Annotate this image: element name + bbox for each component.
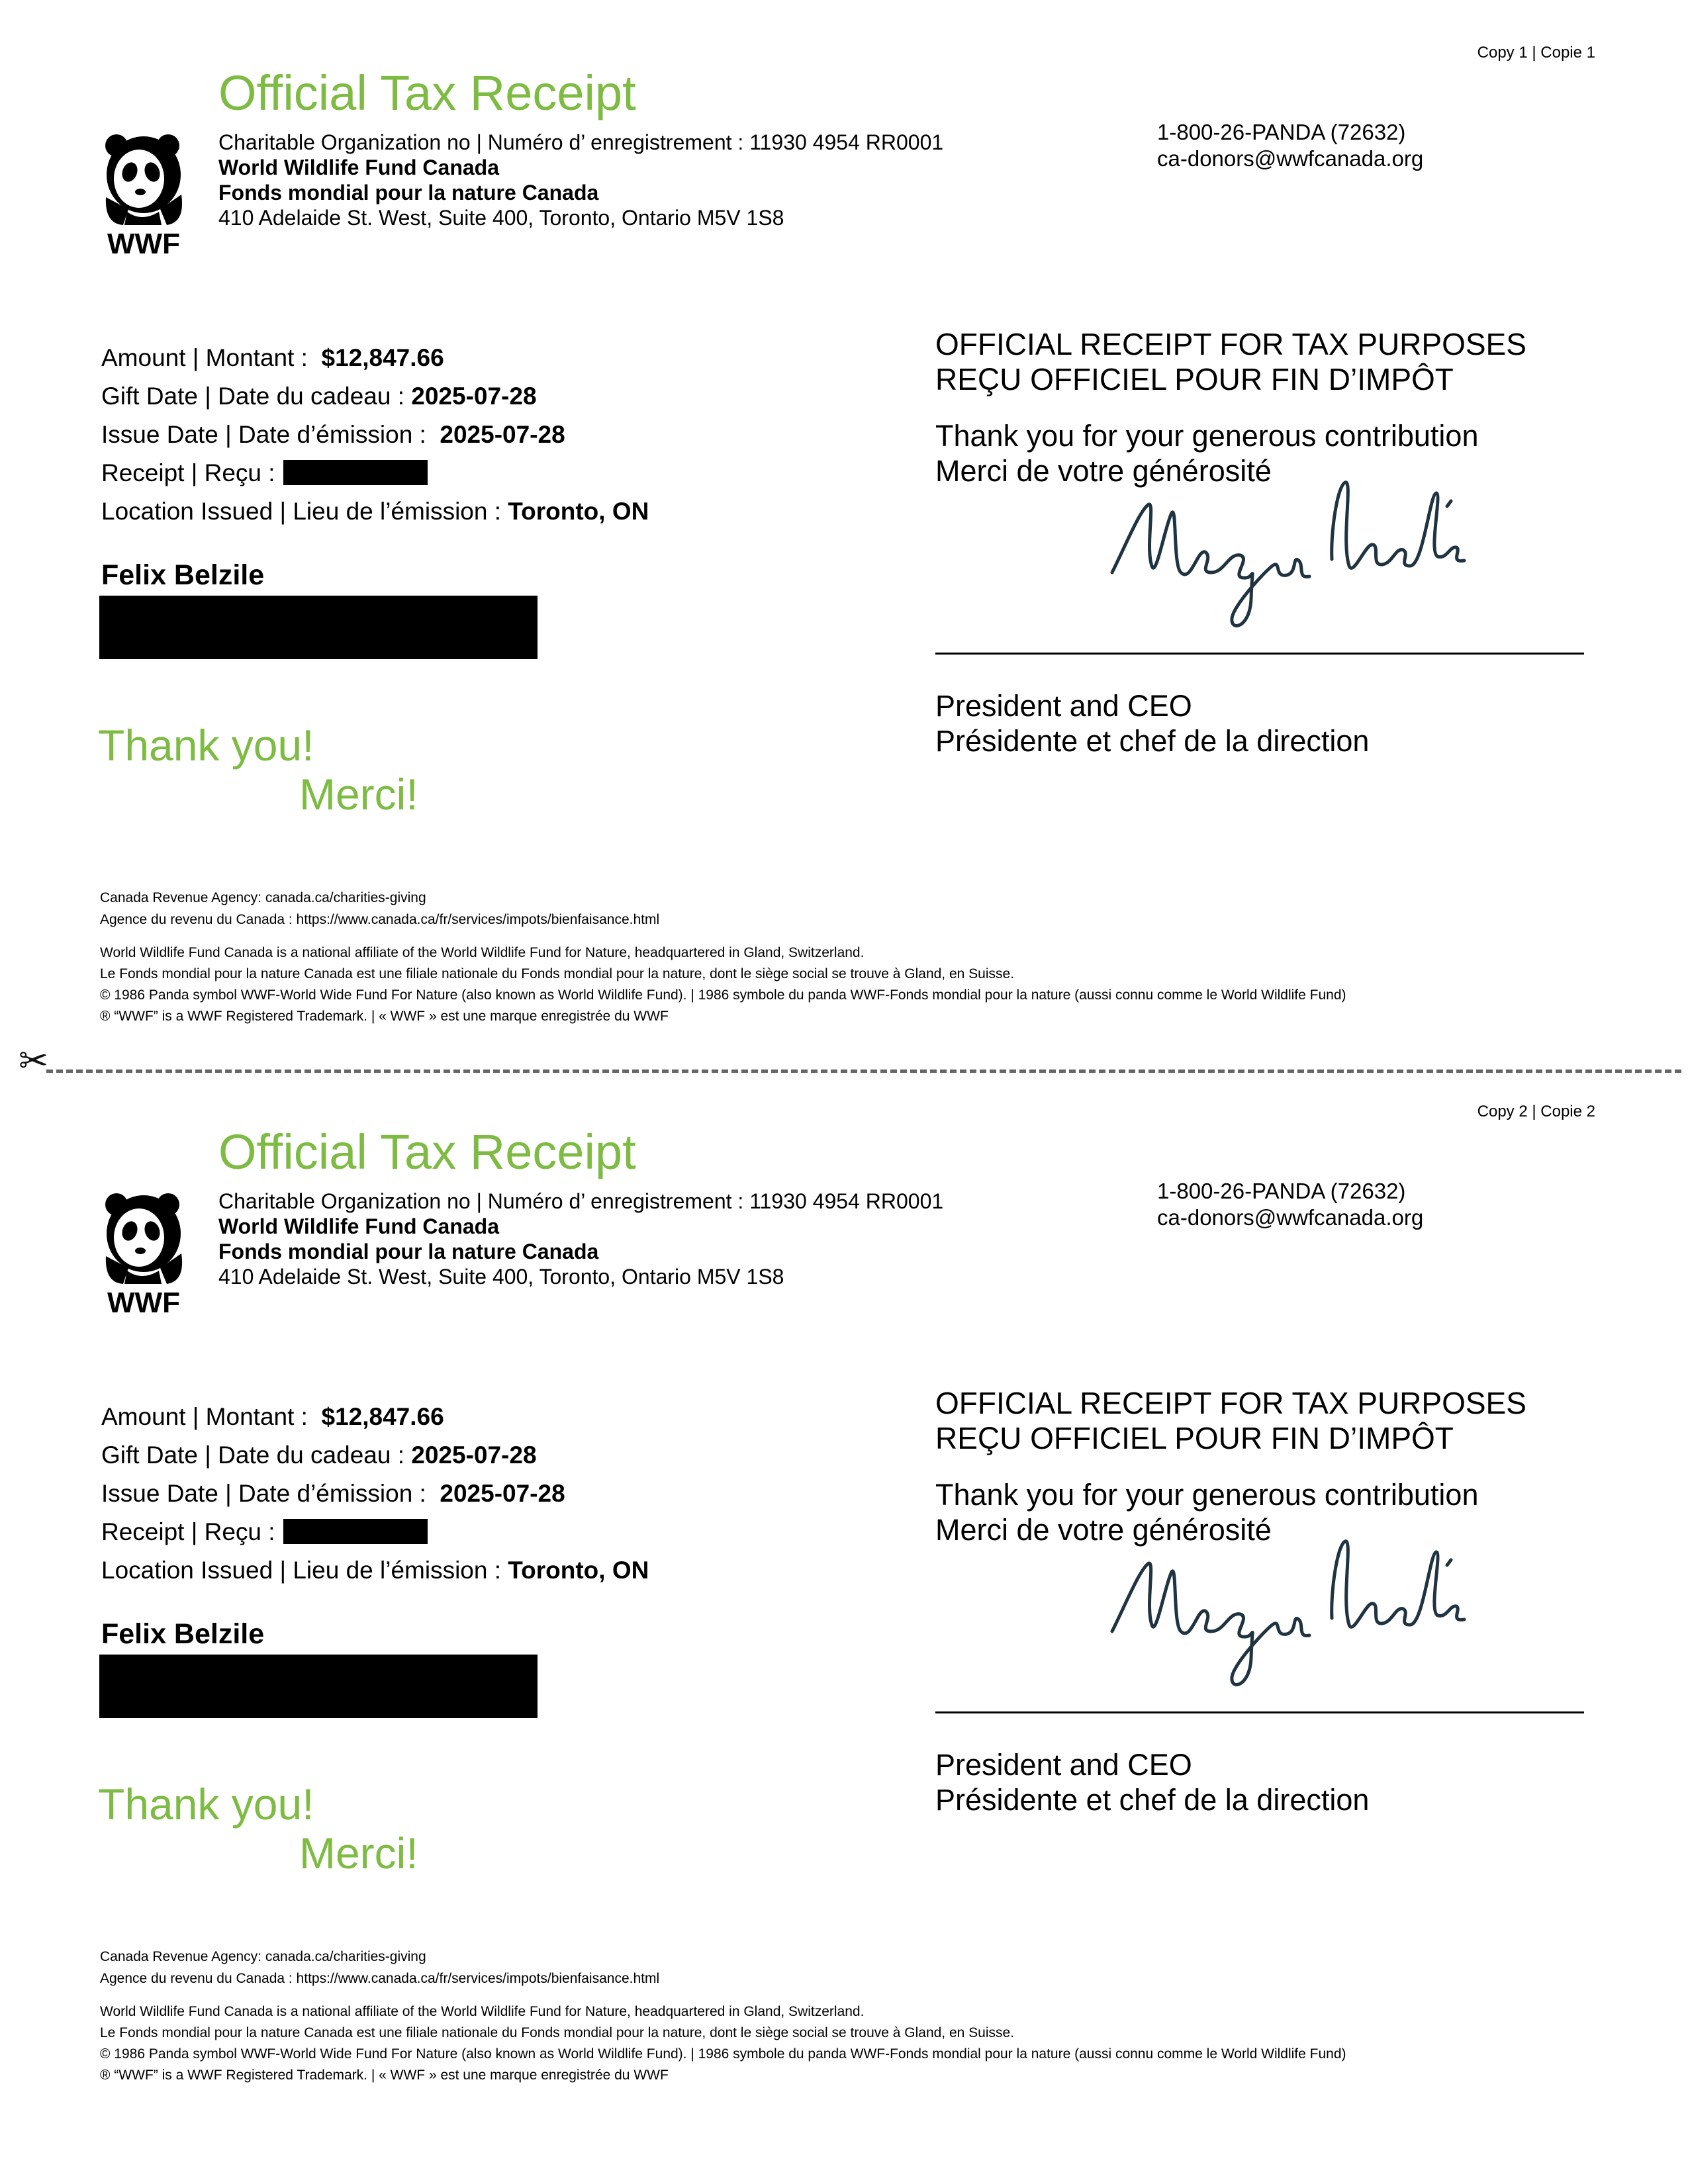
gift-date-row <box>101 377 649 416</box>
cra-link-en: Canada Revenue Agency: canada.ca/charities-giving <box>100 890 426 905</box>
signature <box>1099 467 1470 645</box>
legal-footer <box>100 942 1346 1027</box>
signer-title <box>935 688 1369 758</box>
location-label: Location Issued | Lieu de l’émission : <box>101 1557 502 1584</box>
wwf-logo <box>98 1190 189 1317</box>
thank-you-message-fr: Merci de votre générosité <box>935 1513 1272 1547</box>
footer-line-2: Le Fonds mondial pour la nature Canada est une filiale nationale du Fonds mondial pour la nature, dont le siège social se trouve à Gland, en Suisse. <box>100 2025 1015 2040</box>
copy-label: Copy 2 | Copie 2 <box>1477 1103 1595 1120</box>
official-receipt-heading <box>935 1386 1526 1456</box>
org-name-en: World Wildlife Fund Canada <box>218 156 499 179</box>
signer-title-en: President and CEO <box>935 689 1192 723</box>
gift-date-label: Gift Date | Date du cadeau : <box>101 383 404 410</box>
copy-label: Copy 1 | Copie 1 <box>1477 44 1595 62</box>
receipt-details <box>101 339 649 531</box>
signature-line <box>935 1711 1584 1713</box>
receipt-number-label: Receipt | Reçu : <box>101 1518 275 1545</box>
cra-link-fr: Agence du revenu du Canada : https://www.canada.ca/fr/services/impots/bienfaisance.html <box>100 912 660 927</box>
receipt-number-row <box>101 454 649 492</box>
registration-number: Charitable Organization no | Numéro d’ enregistrement : 11930 4954 RR0001 <box>218 1189 944 1213</box>
footer-line-3: © 1986 Panda symbol WWF-World Wide Fund For Nature (also known as World Wildlife Fund). | 1986 symbole du panda WWF-Fonds mondial pour la nature (aussi connu comme le World Wildlife Fund) <box>100 987 1346 1003</box>
issue-date-row <box>101 1475 649 1513</box>
cra-info <box>100 1946 659 1989</box>
official-receipt-en: OFFICIAL RECEIPT FOR TAX PURPOSES <box>935 327 1526 361</box>
receipt-title: Official Tax Receipt <box>218 1124 636 1179</box>
location-row <box>101 1551 649 1590</box>
donor-email: ca-donors@wwfcanada.org <box>1157 146 1424 171</box>
location-label: Location Issued | Lieu de l’émission : <box>101 498 502 525</box>
signature <box>1099 1525 1470 1704</box>
cra-link-fr: Agence du revenu du Canada : https://www.canada.ca/fr/services/impots/bienfaisance.html <box>100 1971 660 1986</box>
donor-name: Felix Belzile <box>101 1618 265 1650</box>
thank-you-message-en: Thank you for your generous contribution <box>935 1478 1479 1512</box>
legal-footer <box>100 2001 1346 2086</box>
official-receipt-fr: REÇU OFFICIEL POUR FIN D’IMPÔT <box>935 1421 1454 1455</box>
org-name-en: World Wildlife Fund Canada <box>218 1214 499 1238</box>
official-receipt-heading <box>935 327 1526 397</box>
footer-line-2: Le Fonds mondial pour la nature Canada est une filiale nationale du Fonds mondial pour la nature, dont le siège social se trouve à Gland, en Suisse. <box>100 966 1015 981</box>
thank-you-fr: Merci! <box>299 770 418 819</box>
thank-you-en: Thank you! <box>98 1780 314 1829</box>
issue-date-value: 2025-07-28 <box>440 1480 565 1507</box>
signer-title <box>935 1747 1369 1817</box>
org-block <box>218 1189 943 1289</box>
footer-line-4: ® “WWF” is a WWF Registered Trademark. | « WWF » est une marque enregistrée du WWF <box>100 1009 669 1024</box>
gift-date-row <box>101 1436 649 1475</box>
donor-name: Felix Belzile <box>101 559 265 591</box>
receipt-copy-1 <box>0 0 1688 1059</box>
location-row <box>101 492 649 531</box>
phone-number: 1-800-26-PANDA (72632) <box>1157 1179 1406 1203</box>
org-block <box>218 130 943 230</box>
panda-icon <box>105 1193 182 1284</box>
receipt-details <box>101 1398 649 1590</box>
receipt-title: Official Tax Receipt <box>218 66 636 120</box>
footer-line-3: © 1986 Panda symbol WWF-World Wide Fund For Nature (also known as World Wildlife Fund). | 1986 symbole du panda WWF-Fonds mondial pour la nature (aussi connu comme le World Wildlife Fund) <box>100 2046 1346 2062</box>
issue-date-label: Issue Date | Date d’émission : <box>101 421 426 448</box>
footer-line-4: ® “WWF” is a WWF Registered Trademark. | « WWF » est une marque enregistrée du WWF <box>100 2068 669 2083</box>
footer-line-1: World Wildlife Fund Canada is a national affiliate of the World Wildlife Fund for Nature, headquartered in Gland, Switzerland. <box>100 2004 865 2019</box>
contact-block <box>1157 119 1423 172</box>
panda-icon <box>105 134 182 225</box>
amount-label: Amount | Montant : <box>101 344 308 371</box>
donor-email: ca-donors@wwfcanada.org <box>1157 1205 1424 1230</box>
scissors-icon: ✂ <box>19 1041 49 1081</box>
signer-title-en: President and CEO <box>935 1748 1192 1782</box>
wwf-logo <box>98 131 189 258</box>
org-address: 410 Adelaide St. West, Suite 400, Toronto, Ontario M5V 1S8 <box>218 1265 784 1289</box>
receipt-copy-2 <box>0 1059 1688 2118</box>
official-receipt-en: OFFICIAL RECEIPT FOR TAX PURPOSES <box>935 1386 1526 1420</box>
signer-title-fr: Présidente et chef de la direction <box>935 1783 1370 1817</box>
cra-info <box>100 887 659 931</box>
receipt-number-row <box>101 1513 649 1551</box>
issue-date-row <box>101 416 649 454</box>
footer-line-1: World Wildlife Fund Canada is a national affiliate of the World Wildlife Fund for Nature, headquartered in Gland, Switzerland. <box>100 945 865 960</box>
gift-date-value: 2025-07-28 <box>411 1441 537 1469</box>
org-address: 410 Adelaide St. West, Suite 400, Toronto, Ontario M5V 1S8 <box>218 206 784 230</box>
wwf-logo-text: WWF <box>107 228 180 258</box>
gift-date-value: 2025-07-28 <box>411 383 537 410</box>
issue-date-value: 2025-07-28 <box>440 421 565 448</box>
redacted-donor-address <box>99 596 538 659</box>
thank-you-message-fr: Merci de votre générosité <box>935 454 1272 488</box>
wwf-logo-text: WWF <box>107 1287 180 1317</box>
signature-line <box>935 653 1584 655</box>
org-name-fr: Fonds mondial pour la nature Canada <box>218 1240 599 1263</box>
amount-value: $12,847.66 <box>321 344 444 371</box>
org-name-fr: Fonds mondial pour la nature Canada <box>218 181 599 205</box>
thank-you-message-en: Thank you for your generous contribution <box>935 419 1479 453</box>
contact-block <box>1157 1178 1423 1231</box>
cra-link-en: Canada Revenue Agency: canada.ca/charities-giving <box>100 1949 426 1964</box>
amount-label: Amount | Montant : <box>101 1403 308 1430</box>
thank-you-en: Thank you! <box>98 721 314 770</box>
receipt-number-label: Receipt | Reçu : <box>101 459 275 486</box>
redacted-receipt-number <box>283 460 428 485</box>
amount-row <box>101 1398 649 1436</box>
official-receipt-fr: REÇU OFFICIEL POUR FIN D’IMPÔT <box>935 362 1454 396</box>
phone-number: 1-800-26-PANDA (72632) <box>1157 120 1406 144</box>
registration-number: Charitable Organization no | Numéro d’ enregistrement : 11930 4954 RR0001 <box>218 130 944 154</box>
signer-title-fr: Présidente et chef de la direction <box>935 724 1370 758</box>
location-value: Toronto, ON <box>508 498 649 525</box>
redacted-receipt-number <box>283 1519 428 1544</box>
redacted-donor-address <box>99 1655 538 1718</box>
amount-row <box>101 339 649 377</box>
gift-date-label: Gift Date | Date du cadeau : <box>101 1441 404 1469</box>
thank-you-fr: Merci! <box>299 1829 418 1878</box>
amount-value: $12,847.66 <box>321 1403 444 1430</box>
issue-date-label: Issue Date | Date d’émission : <box>101 1480 426 1507</box>
location-value: Toronto, ON <box>508 1557 649 1584</box>
